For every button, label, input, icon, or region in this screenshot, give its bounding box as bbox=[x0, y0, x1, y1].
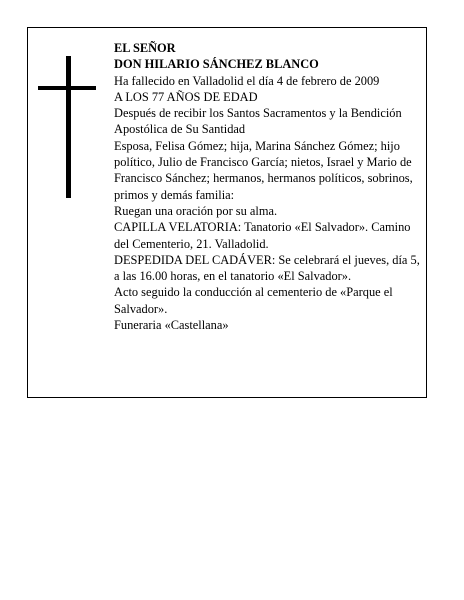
burial-info: Acto seguido la conducción al cementerio de «Parque el Salvador». bbox=[114, 285, 393, 316]
notice-title: EL SEÑOR bbox=[114, 41, 176, 55]
obituary-notice bbox=[27, 27, 427, 398]
cross-icon bbox=[38, 56, 96, 198]
sacraments-line: Después de recibir los Santos Sacramentos y la Bendición Apostólica de Su Santidad bbox=[114, 106, 402, 137]
cross-vertical-bar bbox=[66, 56, 71, 198]
family-list: Esposa, Felisa Gómez; hija, Marina Sánchez Gómez; hijo político, Julio de Francisco García; nietos, Israel y Mario de Francisco Sánchez; hermanos, hermanos políticos, sobrinos, primos y demás familia: bbox=[114, 138, 413, 202]
cross-horizontal-bar bbox=[38, 86, 96, 90]
funeral-home: Funeraria «Castellana» bbox=[114, 318, 229, 333]
deceased-name: DON HILARIO SÁNCHEZ BLANCO bbox=[114, 57, 319, 72]
age-line: A LOS 77 AÑOS DE EDAD bbox=[114, 89, 258, 104]
death-info: Ha fallecido en Valladolid el día 4 de febrero de 2009 bbox=[114, 73, 380, 88]
chapel-info: CAPILLA VELATORIA: Tanatorio «El Salvador». Camino del Cementerio, 21. Valladolid. bbox=[114, 220, 411, 251]
obituary-text bbox=[114, 40, 422, 333]
prayer-line: Ruegan una oración por su alma. bbox=[114, 203, 278, 218]
farewell-info: DESPEDIDA DEL CADÁVER: Se celebrará el jueves, día 5, a las 16.00 horas, en el tanatorio «El Salvador». bbox=[114, 252, 420, 284]
